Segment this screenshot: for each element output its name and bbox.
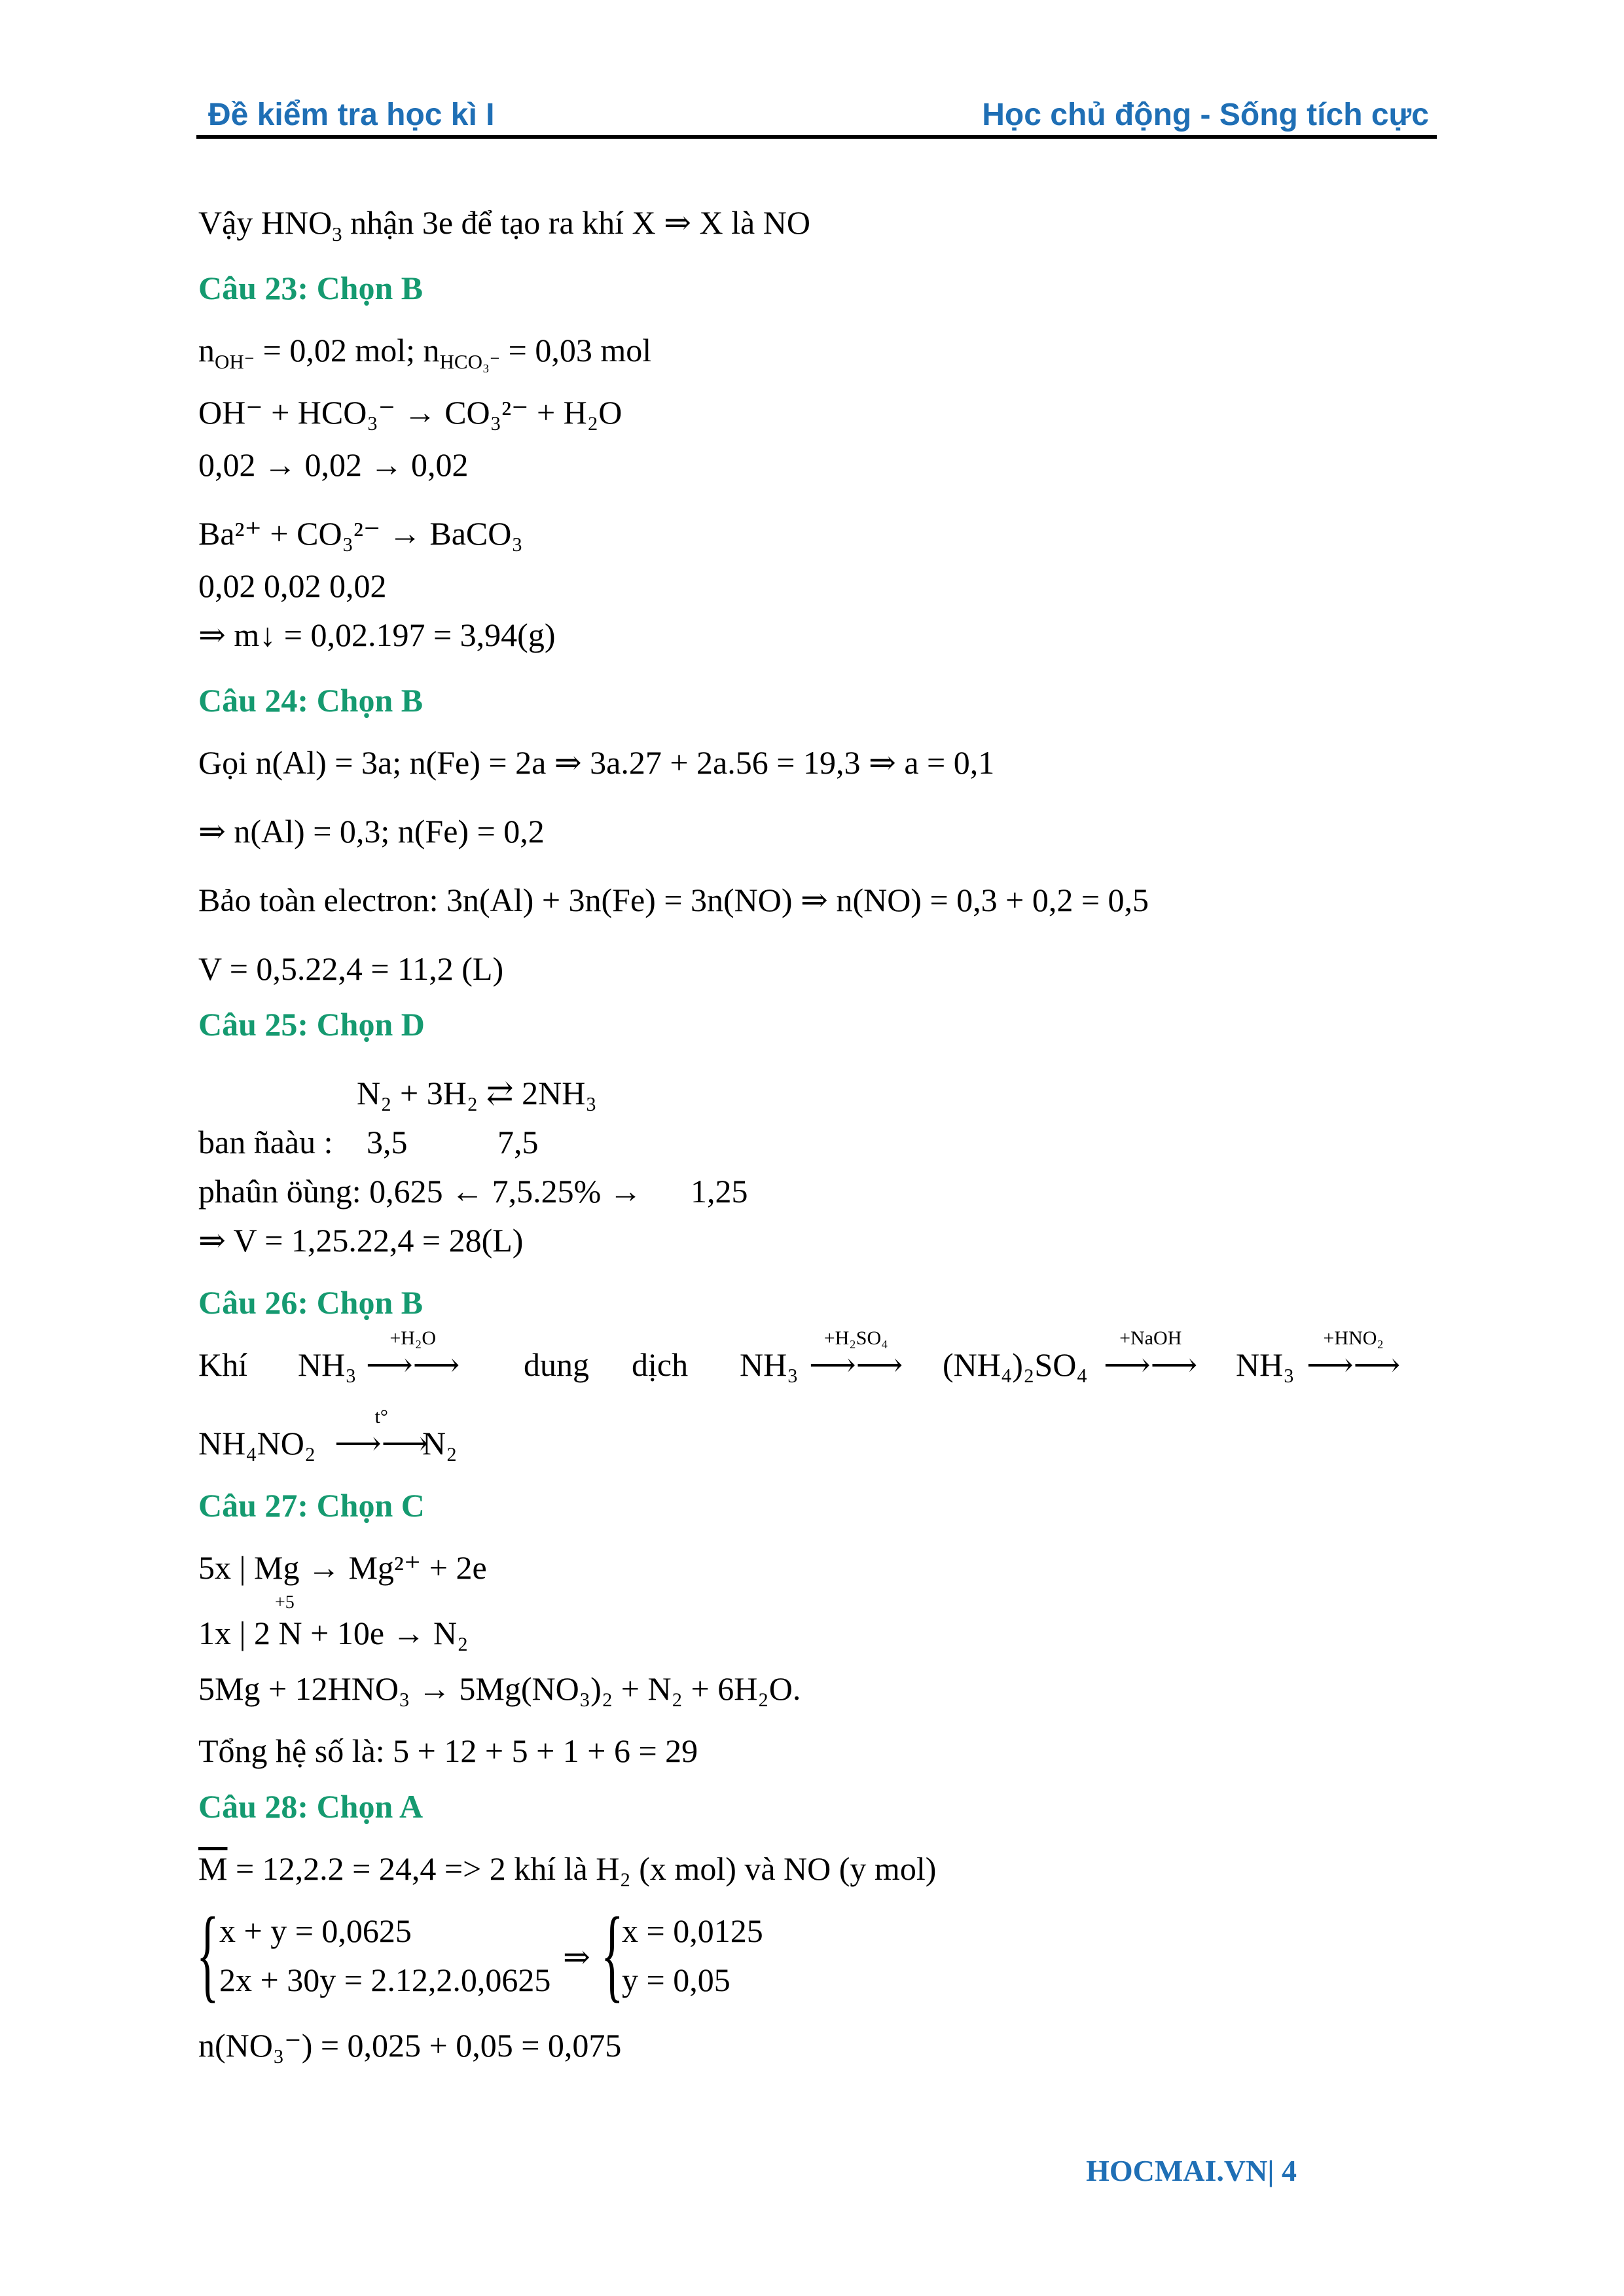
q26-n2: N₂ [422,1425,458,1462]
q25-line-3: phaûn öùng: 0,625 ← 7,5.25% → [198,1173,642,1210]
q23-n2-sub: HCO₃⁻ [439,350,501,373]
q25-line-4: ⇒ V = 1,25.22,4 = 28(L) [198,1222,524,1259]
q28-res-2: y = 0,05 [622,1962,731,1998]
q25-line-1: N₂ + 3H₂ ⇄ 2NH₃ [357,1075,597,1111]
q26-nh4no2: NH₄NO₂ [198,1425,316,1462]
q28-right-brace: { [601,1895,624,2012]
q26-arrow-5-label: t° [374,1406,388,1427]
q25-initial-n2: 3,5 [367,1124,408,1160]
q23-n1-val: = 0,02 mol; n [255,332,440,368]
q23-line-1 [198,332,652,373]
header-left-title: Đề kiểm tra học kì I [208,98,495,132]
q26-title: Câu 26: Chọn B [198,1284,424,1321]
q28-line-1-rest: = 12,2.2 = 24,4 => 2 khí là H₂ (x mol) và NO (y mol) [227,1850,937,1887]
q24-line-2: ⇒ n(Al) = 0,3; n(Fe) = 0,2 [198,813,545,850]
intro-text-2: nhận 3e để tạo ra khí X ⇒ X là NO [342,204,810,241]
q23-line-6: ⇒ m↓ = 0,02.197 = 3,94(g) [198,617,556,653]
q23-line-2: OH⁻ + HCO₃⁻ → CO₃²⁻ + H₂O [198,394,623,431]
header-rule [196,135,1437,139]
q26-nh3-2: NH₃ [740,1346,799,1383]
q27-line-1: 5x | Mg → Mg²⁺ + 2e [198,1549,487,1586]
q25-line-2 [198,1126,333,1158]
q25-title: Câu 25: Chọn D [198,1006,425,1043]
q28-mbar: $\overline{M}$ [198,1850,228,1887]
q26-dich: dịch [632,1346,689,1383]
q26-arrow-1: +H₂O ⟶⟶ [362,1348,463,1381]
q28-eq-1: x + y = 0,0625 [219,1912,412,1949]
q24-line-1: Gọi n(Al) = 3a; n(Fe) = 2a ⇒ 3a.27 + 2a.56 = 19,3 ⇒ a = 0,1 [198,744,995,781]
q26-arrow-4-label: +HNO₂ [1323,1327,1384,1349]
q26-arrow-3: +NaOH ⟶⟶ [1100,1348,1201,1381]
q27-line-2: 1x | 2 N + 10e → N₂ [198,1615,469,1651]
intro-line [198,204,810,245]
q26-arrow-5: t° ⟶⟶ [331,1427,432,1460]
q26-arrow-3-label: +NaOH [1119,1327,1182,1349]
q28-line-1 [198,1852,936,1885]
q28-implies: ⇒ [563,1939,590,1975]
q28-left-brace: { [196,1895,219,2012]
q23-line-5: 0,02 0,02 0,02 [198,567,387,604]
q26-khi: Khí [198,1346,247,1383]
q23-line-4: Ba²⁺ + CO₃²⁻ → BaCO₃ [198,515,523,552]
intro-hno-sub: 3 [332,222,342,245]
q27-title: Câu 27: Chọn C [198,1487,425,1524]
q26-nh3-1: NH₃ [298,1346,357,1383]
q26-arrow-4: +HNO₂ ⟶⟶ [1303,1348,1404,1381]
q23-line-3: 0,02 → 0,02 → 0,02 [198,446,469,483]
q24-line-3: Bảo toàn electron: 3n(Al) + 3n(Fe) = 3n(NO) ⇒ n(NO) = 0,3 + 0,2 = 0,5 [198,882,1149,918]
q28-eq-2: 2x + 30y = 2.12,2.0,0625 [219,1962,551,1998]
q26-arrow-2: +H₂SO₄ ⟶⟶ [805,1348,907,1381]
q23-n2-val: = 0,03 mol [500,332,652,368]
q26-nh4-2-so4: (NH₄)₂SO₄ [943,1346,1088,1383]
q26-dung: dung [524,1346,589,1383]
intro-hno: HNO [261,204,333,241]
q25-initial-label: ban ñaàu : [198,1124,333,1160]
q26-arrow-1-label: +H₂O [389,1327,437,1349]
q24-line-4: V = 0,5.22,4 = 11,2 (L) [198,950,504,987]
q25-react-nh3: 1,25 [691,1173,748,1210]
q23-title: Câu 23: Chọn B [198,270,424,306]
q27-line-3: 5Mg + 12HNO₃ → 5Mg(NO₃)₂ + N₂ + 6H₂O. [198,1670,801,1707]
q28-line-3: n(NO₃⁻) = 0,025 + 0,05 = 0,075 [198,2027,622,2064]
q26-nh3-3: NH₃ [1236,1346,1295,1383]
q26-arrow-2-label: +H₂SO₄ [823,1327,888,1349]
q25-initial-h2: 7,5 [497,1124,539,1160]
q27-line-4: Tổng hệ số là: 5 + 12 + 5 + 1 + 6 = 29 [198,1732,698,1769]
intro-text-1: Vậy [198,204,261,241]
footer-page-label: HOCMAI.VN| 4 [1086,2154,1297,2187]
q28-res-1: x = 0,0125 [622,1912,763,1949]
q28-title: Câu 28: Chọn A [198,1788,424,1825]
q24-title: Câu 24: Chọn B [198,682,424,719]
header-right-slogan: Học chủ động - Sống tích cực [982,98,1429,132]
q23-n1-sub: OH⁻ [215,350,255,373]
q27-oxidation-state: +5 [275,1592,295,1613]
q23-n1: n [198,332,215,368]
